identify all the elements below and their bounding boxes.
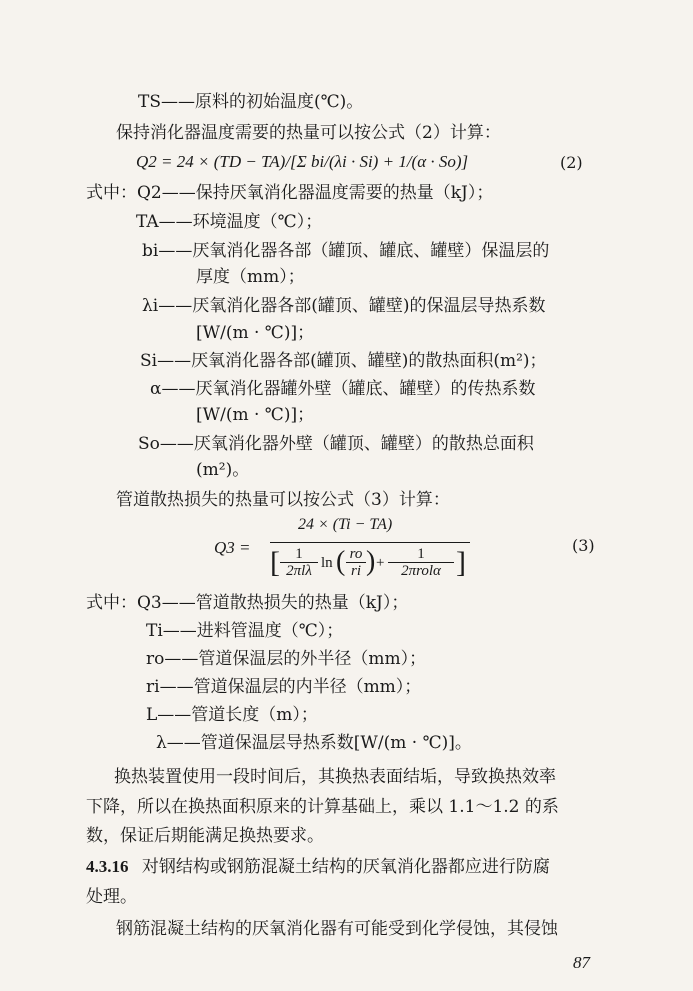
equation-2: Q2 = 24 × (TD − TA)/[Σ bi/(λi · Si) + 1/(α · So)] — [136, 152, 469, 171]
eq3-lhs: Q3 = — [214, 538, 251, 557]
text-line: So——厌氧消化器外壁（罐顶、罐壁）的散热总面积 — [138, 434, 534, 454]
text-line: Si——厌氧消化器各部(罐顶、罐壁)的散热面积(m²)； — [140, 351, 547, 371]
plus: + — [376, 555, 385, 571]
eq3-frac-1: 1 2πlλ — [280, 546, 318, 579]
text-line: 式中：Q2——保持厌氧消化器温度需要的热量（kJ）； — [86, 183, 494, 203]
text-line: 数，保证后期能满足换热要求。 — [86, 826, 324, 846]
text-line: 式中：Q3——管道散热损失的热量（kJ）； — [86, 593, 409, 613]
eq3-frac-2: ro ri — [346, 546, 366, 579]
page-number: 87 — [573, 953, 590, 972]
text-line: Ti——进料管温度（℃）； — [146, 621, 344, 641]
section-line — [86, 856, 550, 878]
text-line: L——管道长度（m）； — [146, 705, 318, 725]
text-line: 管道散热损失的热量可以按公式（3）计算： — [116, 490, 450, 510]
text-line: λi——厌氧消化器各部(罐顶、罐壁)的保温层导热系数 — [142, 296, 546, 316]
section-text: 对钢结构或钢筋混凝土结构的厌氧消化器都应进行防腐 — [141, 857, 550, 877]
text-line: (m²)。 — [196, 460, 250, 480]
text-line: [W/(m · ℃)]； — [196, 405, 315, 425]
text-line: λ——管道保温层导热系数[W/(m · ℃)]。 — [156, 733, 472, 753]
section-number: 4.3.16 — [86, 857, 129, 876]
text-line: 钢筋混凝土结构的厌氧消化器有可能受到化学侵蚀，其侵蚀 — [116, 919, 558, 939]
text-line: 处理。 — [86, 887, 137, 907]
fraction-bar — [270, 542, 470, 543]
eq3-frac-3: 1 2πrolα — [388, 546, 454, 579]
text-line: bi——厌氧消化器各部（罐顶、罐底、罐壁）保温层的 — [142, 241, 550, 261]
text-line: [W/(m · ℃)]； — [196, 323, 315, 343]
equation-number: (3) — [572, 536, 595, 555]
text-line: ro——管道保温层的外半径（mm）； — [146, 649, 427, 669]
eq3-numerator: 24 × (Ti − TA) — [298, 516, 393, 533]
equation-3 — [214, 514, 474, 584]
text-line: α——厌氧消化器罐外壁（罐底、罐壁）的传热系数 — [150, 379, 536, 399]
text-line: 换热装置使用一段时间后，其换热表面结垢，导致换热效率 — [114, 767, 556, 787]
text-line: 保持消化器温度需要的热量可以按公式（2）计算： — [116, 123, 501, 143]
paren: ) — [366, 546, 376, 577]
equation-number: (2) — [560, 153, 583, 172]
bracket: [ — [270, 546, 280, 579]
ln: ln — [321, 555, 333, 571]
text-line: 下降，所以在换热面积原来的计算基础上，乘以 1.1～1.2 的系 — [86, 797, 559, 817]
text-line: TA——环境温度（℃）； — [136, 212, 323, 232]
text-line: 厚度（mm）； — [196, 267, 305, 287]
text-line: TS——原料的初始温度(℃)。 — [138, 92, 364, 112]
paren: ( — [336, 546, 346, 577]
bracket: ] — [456, 546, 466, 579]
text-line: ri——管道保温层的内半径（mm）； — [146, 677, 422, 697]
eq3-denominator — [270, 546, 470, 582]
